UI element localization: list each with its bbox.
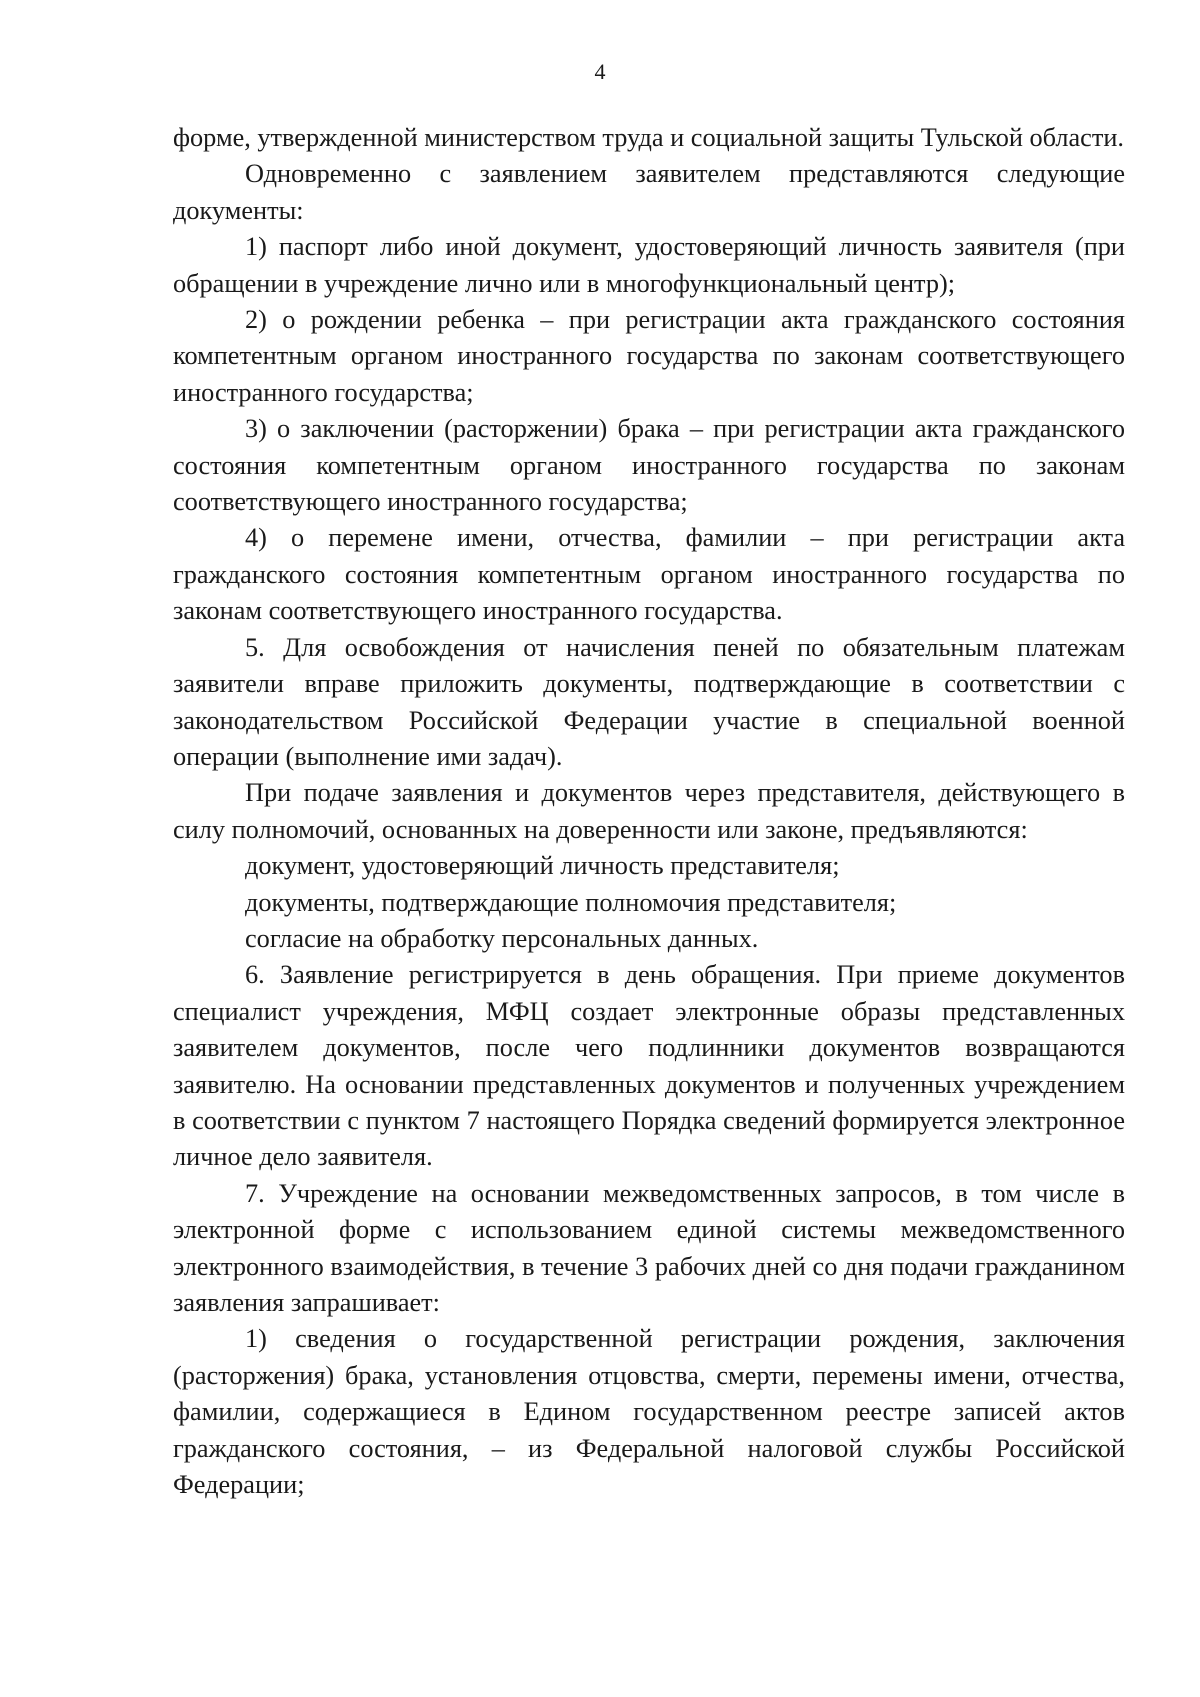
list-item-name-change: 4) о перемене имени, отчества, фамилии – при регистрации акта гражданского состояния компетентным органом иностранного государства по законам соответствующего иностранного государства. [173,523,1125,626]
list-item-passport: 1) паспорт либо иной документ, удостоверяющий личность заявителя (при обращении в учреждение лично или в многофункциональный центр); [173,232,1125,298]
paragraph-item-7: 7. Учреждение на основании межведомственных запросов, в том числе в электронной форме с использованием единой системы межведомственного электронного взаимодействия, в течение 3 рабочих дней со дня подачи гражданином заявления запрашивает: [173,1178,1125,1317]
paragraph-documents-intro: Одновременно с заявлением заявителем представляются следующие документы: [173,159,1125,225]
document-body [173,120,1125,1503]
list-item-civil-registry: 1) сведения о государственной регистрации рождения, заключения (расторжения) брака, установления отцовства, смерти, перемены имени, отчества, фамилии, содержащиеся в Едином государственном реестре записей актов гражданского состояния, – из Федеральной налоговой службы Российской Федерации; [173,1324,1125,1500]
list-item-consent: согласие на обработку персональных данных. [245,923,759,953]
paragraph-representative: При подаче заявления и документов через представителя, действующего в силу полномочий, основанных на доверенности или законе, предъявляются: [173,778,1125,844]
list-item-representative-id: документ, удостоверяющий личность представителя; [245,851,840,881]
list-item-marriage: 3) о заключении (расторжении) брака – при регистрации акта гражданского состояния компетентным органом иностранного государства по законам соответствующего иностранного государства; [173,414,1125,517]
paragraph-item-6: 6. Заявление регистрируется в день обращения. При приеме документов специалист учреждения, МФЦ создает электронные образы представленных заявителем документов, после чего подлинники документов возвращаются заявителю. На основании представленных документов и полученных учреждением в соответствии с пунктом 7 настоящего Порядка сведений формируется электронное личное дело заявителя. [173,960,1125,1172]
paragraph-continuation: форме, утвержденной министерством труда и социальной защиты Тульской области. [173,123,1124,152]
list-item-representative-authority: документы, подтверждающие полномочия представителя; [245,887,897,917]
paragraph-item-5: 5. Для освобождения от начисления пеней по обязательным платежам заявители вправе приложить документы, подтверждающие в соответствии с законодательством Российской Федерации участие в специальной военной операции (выполнение ими задач). [173,632,1125,771]
page-number: 4 [594,59,606,84]
list-item-birth: 2) о рождении ребенка – при регистрации акта гражданского состояния компетентным органом иностранного государства по законам соответствующего иностранного государства; [173,305,1125,407]
